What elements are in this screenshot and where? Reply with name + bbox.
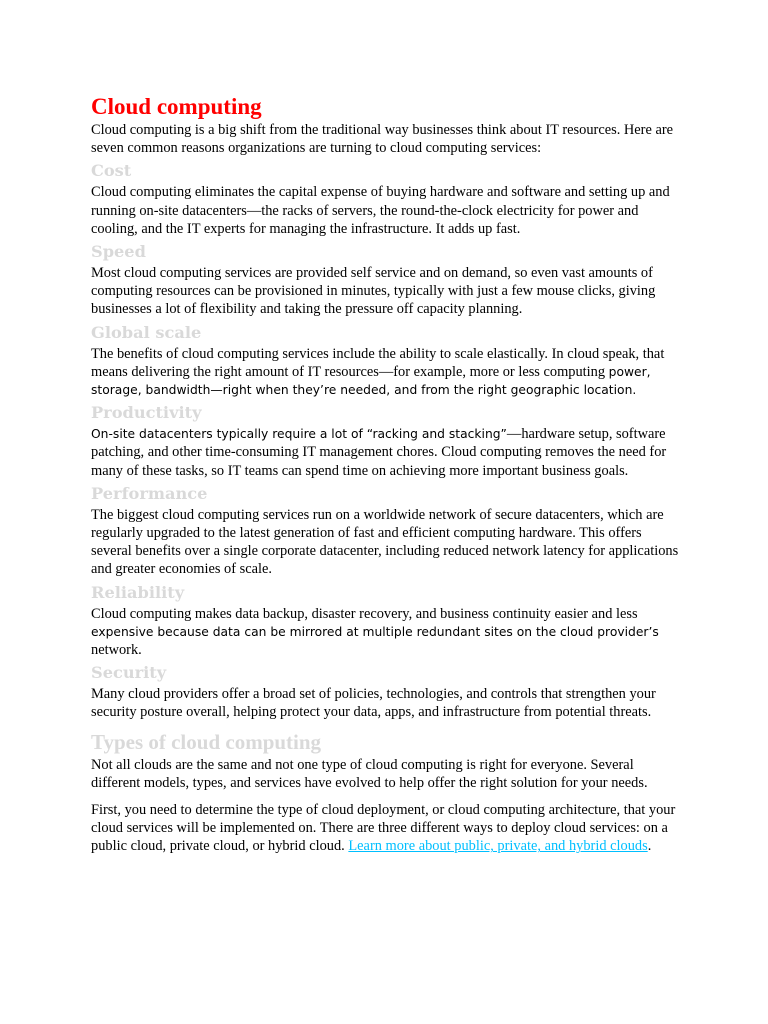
section-heading-global-scale: Global scale bbox=[91, 322, 202, 342]
section-body-reliability bbox=[91, 605, 683, 660]
productivity-text-1: On-site datacenters typically require a lot of “racking and stacking” bbox=[91, 427, 507, 442]
intro-paragraph: Cloud computing is a big shift from the traditional way businesses think about IT resources. Here are seven common reasons organizations are turning to cloud computing services: bbox=[91, 122, 674, 157]
types-paragraph-2-text: First, you need to determine the type of cloud deployment, or cloud computing architecture, that your cloud services will be implemented on. There are three different ways to deploy cloud services: on a public cloud, private cloud, or hybrid cloud. bbox=[91, 802, 676, 855]
reliability-text-3: network. bbox=[91, 642, 142, 659]
paragraph-spacer bbox=[91, 792, 683, 801]
section-heading-reliability: Reliability bbox=[91, 582, 185, 602]
types-paragraph-2 bbox=[91, 801, 683, 856]
types-paragraph-2-end: . bbox=[647, 838, 652, 855]
section-body-productivity bbox=[91, 425, 683, 480]
section-heading-cost: Cost bbox=[91, 161, 132, 181]
section-body-global-scale bbox=[91, 345, 683, 400]
section-body-security: Many cloud providers offer a broad set of policies, technologies, and controls that strengthen your security posture overall, helping protect your data, apps, and infrastructure from potential threats. bbox=[91, 686, 656, 721]
types-heading: Types of cloud computing bbox=[91, 729, 322, 754]
section-body-speed: Most cloud computing services are provided self service and on demand, so even vast amounts of computing resources can be provisioned in minutes, typically with just a few mouse clicks, giving businesses a lot of flexibility and taking the pressure off capacity planning. bbox=[91, 265, 656, 318]
section-heading-security: Security bbox=[91, 663, 167, 683]
section-body-performance: The biggest cloud computing services run on a worldwide network of secure datacenters, which are regularly upgraded to the latest generation of fast and efficient computing hardware. This offers several benefits over a single corporate datacenter, including reduced network latency for applications and greater economies of scale. bbox=[91, 506, 679, 578]
reliability-text-1: Cloud computing makes data backup, disaster recovery, and business continuity easier and less bbox=[91, 605, 638, 622]
section-body-cost: Cloud computing eliminates the capital expense of buying hardware and software and setting up and running on-site datacenters—the racks of servers, the round-the-clock electricity for power and cooling, and the IT experts for managing the infrastructure. It adds up fast. bbox=[91, 184, 670, 237]
productivity-text-2: —hardware setup, software patching, and other time-consuming IT management chores. Cloud computing removes the need for many of these tasks, so IT teams can spend time on achieving more important business goals. bbox=[91, 426, 667, 479]
section-heading-productivity: Productivity bbox=[91, 403, 202, 423]
global-scale-text-1: The benefits of cloud computing services include the ability to scale elastically. In cloud speak, that means delivering the right amount of IT resources—for example, more or less computing bbox=[91, 345, 665, 380]
section-heading-speed: Speed bbox=[91, 242, 146, 262]
document-content bbox=[91, 93, 683, 856]
section-heading-performance: Performance bbox=[91, 483, 208, 503]
types-paragraph-1: Not all clouds are the same and not one type of cloud computing is right for everyone. Several different models, types, and services have evolved to help offer the right solution for your needs. bbox=[91, 756, 648, 791]
global-scale-text-2: power, storage, bandwidth—right when they’re needed, and from the right geographic location. bbox=[91, 364, 651, 398]
hybrid-clouds-link[interactable]: Learn more about public, private, and hybrid clouds bbox=[348, 838, 648, 855]
page-title: Cloud computing bbox=[91, 94, 262, 119]
reliability-text-2: expensive because data can be mirrored at multiple redundant sites on the cloud provider’s bbox=[91, 624, 659, 639]
